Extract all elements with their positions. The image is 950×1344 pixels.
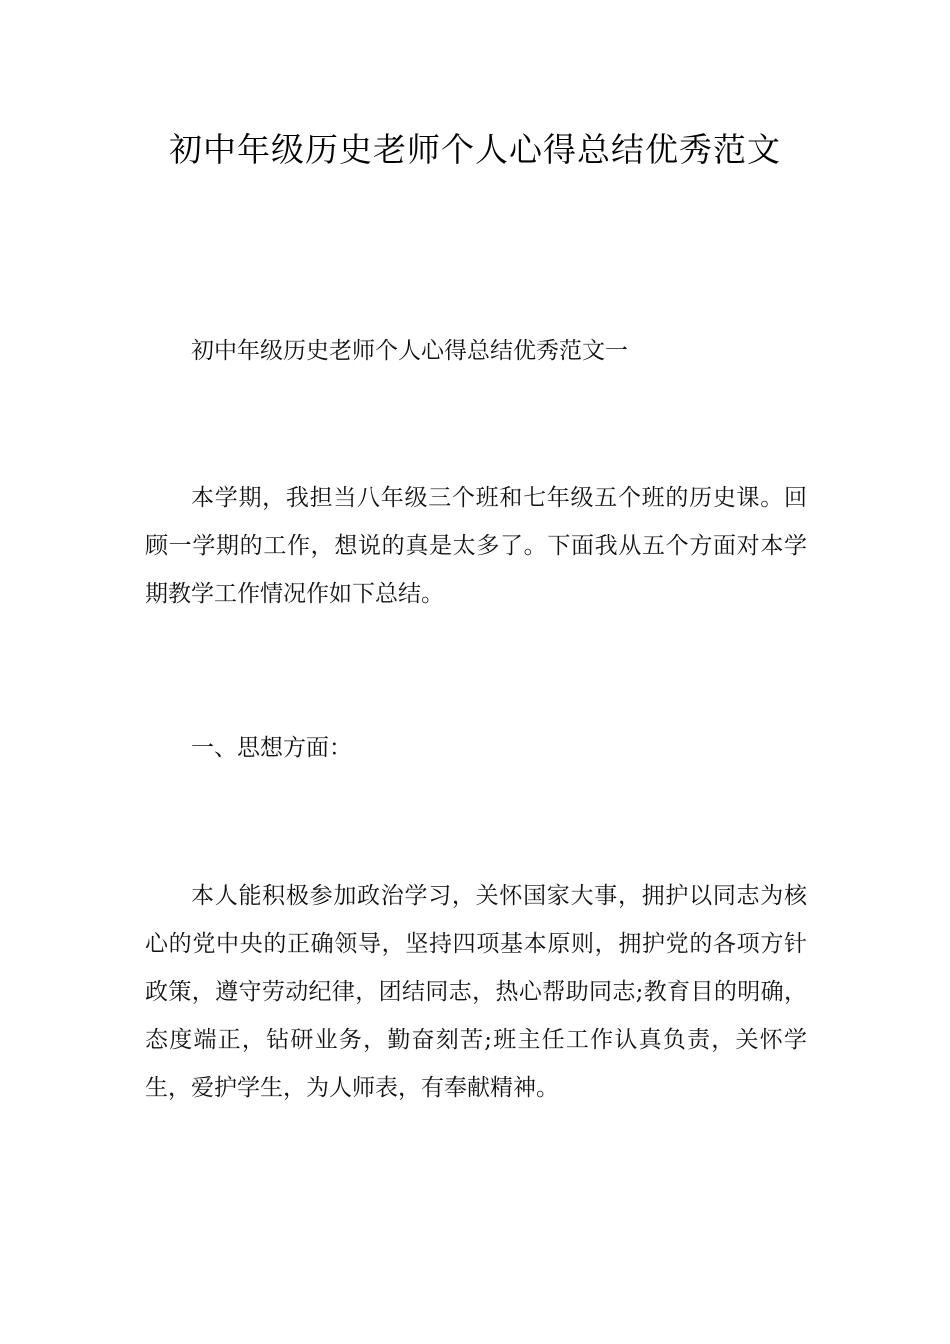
paragraph-intro: 本学期，我担当八年级三个班和七年级五个班的历史课。回顾一学期的工作，想说的真是太多了。下面我从五个方面对本学期教学工作情况作如下总结。: [145, 485, 807, 607]
document-title: 初中年级历史老师个人心得总结优秀范文: [169, 130, 781, 169]
section-heading-thought: 一、思想方面：: [191, 735, 352, 761]
paragraph-thought: 本人能积极参加政治学习，关怀国家大事，拥护以同志为核心的党中央的正确领导，坚持四项基本原则，拥护党的各项方针政策，遵守劳动纪律，团结同志，热心帮助同志;教育目的明确，态度端正，钻研业务，勤奋刻苦;班主任工作认真负责，关怀学生，爱护学生，为人师表，有奉献精神。: [145, 883, 807, 1101]
section-heading: 初中年级历史老师个人心得总结优秀范文一: [191, 338, 628, 364]
